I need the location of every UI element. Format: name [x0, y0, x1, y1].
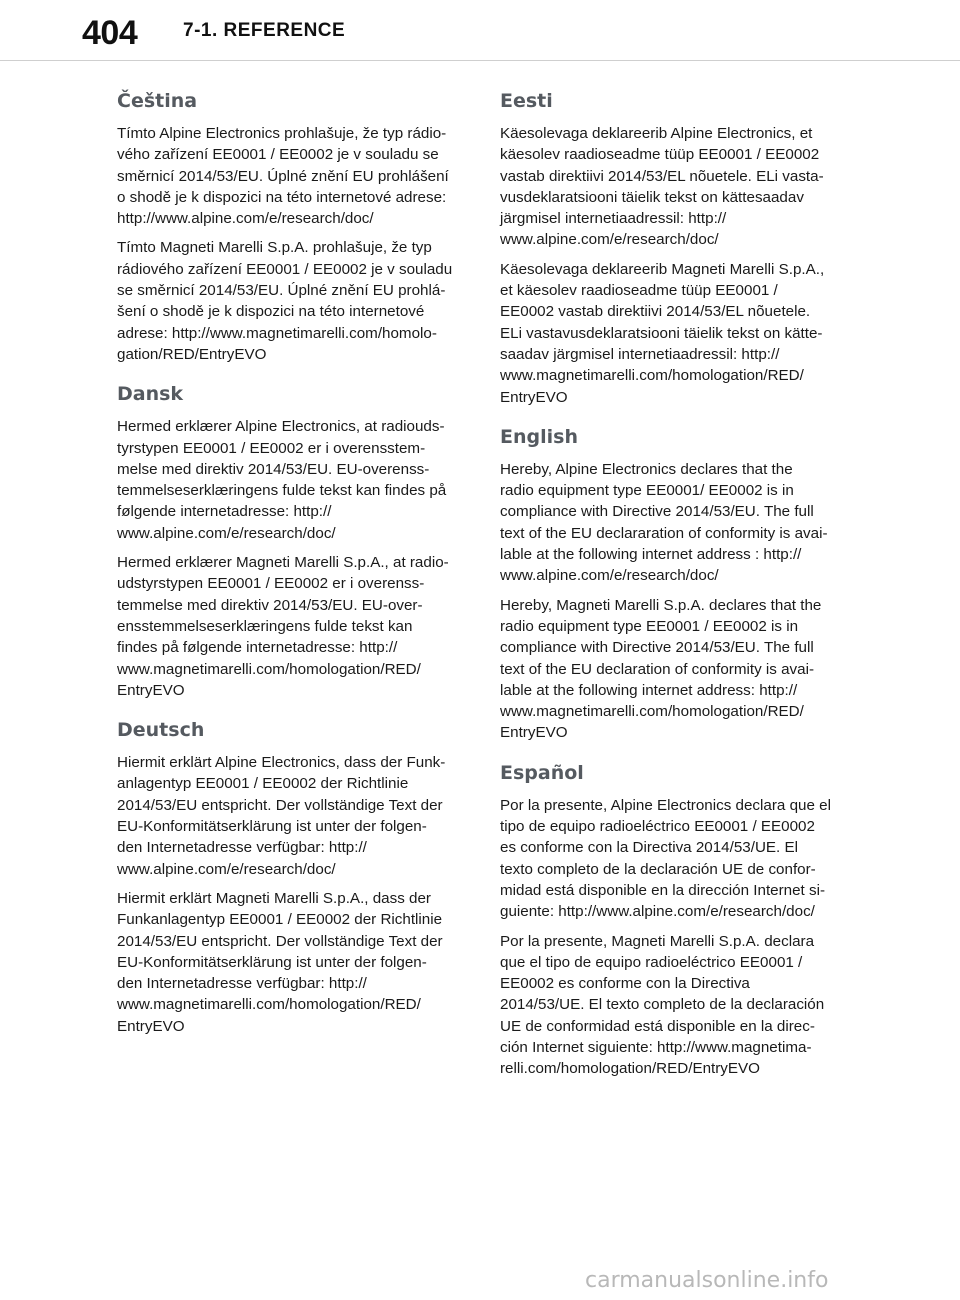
language-section-czech — [117, 88, 463, 365]
left-column — [117, 88, 463, 1053]
declaration-paragraph: Hermed erklærer Magneti Marelli S.p.A., at radio- udstyrstypen EE0001 / EE0002 er i overenss- temmelse med direktiv 2014/53/EU. EU-over- ensstemmelseserklæringens fulde tekst kan findes på følgende internetadresse: http:// www.magnetimarelli.com/homologation/RED/ EntryEVO — [117, 554, 449, 699]
language-section-estonian — [500, 88, 846, 408]
language-heading: Eesti — [500, 90, 553, 112]
language-section-spanish — [500, 760, 846, 1080]
declaration-paragraph: Por la presente, Alpine Electronics declara que el tipo de equipo radioeléctrico EE0001 / EE0002 es conforme con la Directiva 2014/53/UE. El texto completo de la declaración UE de confor- midad está disponible en la dirección Internet si- guiente: http://www.alpine.com/e/research/doc/ — [500, 796, 831, 921]
language-heading: Čeština — [117, 90, 198, 112]
language-heading: Dansk — [117, 383, 184, 406]
declaration-paragraph: Hereby, Magneti Marelli S.p.A. declares that the radio equipment type EE0001 / EE0002 is in compliance with Directive 2014/53/EU. The full text of the EU declaration of conformity is avai- lable at the following internet address: http:// www.magnetimarelli.com/homologation/RED/ EntryEVO — [500, 596, 822, 742]
language-heading: Deutsch — [117, 719, 205, 742]
right-column — [500, 88, 846, 1096]
watermark: carmanualsonline.info — [585, 1268, 829, 1293]
page-number: 404 — [82, 14, 138, 52]
language-heading: Español — [500, 761, 584, 784]
declaration-paragraph: Hiermit erklärt Alpine Electronics, dass der Funk- anlagentyp EE0001 / EE0002 der Richtlinie 2014/53/EU entspricht. Der vollständige Text der EU-Konformitätserklärung ist unter der folgen- den Internetadresse verfügbar: http:// www.alpine.com/e/research/doc/ — [117, 754, 446, 878]
declaration-paragraph: Tímto Alpine Electronics prohlašuje, že typ rádio- vého zařízení EE0001 / EE0002 je v souladu se směrnicí 2014/53/EU. Úplné znění EU prohlášení o shodě je k dispozici na této internetové adrese: http://www.alpine.com/e/research/doc/ — [117, 125, 449, 228]
declaration-paragraph: Por la presente, Magneti Marelli S.p.A. declara que el tipo de equipo radioeléctrico EE0001 / EE0002 es conforme con la Directiva 2014/53/UE. El texto completo de la declaración UE de conformidad está disponible en la direc- ción Internet siguiente: http://www.magnetima- relli.com/homologation/RED/EntryEVO — [500, 932, 825, 1078]
declaration-paragraph: Tímto Magneti Marelli S.p.A. prohlašuje, že typ rádiového zařízení EE0001 / EE0002 je v souladu se směrnicí 2014/53/EU. Úplné znění EU prohlá- šení o shodě je k dispozici na této internetové adrese: http://www.magnetimarelli.com/homolo- gation/RED/EntryEVO — [117, 239, 453, 363]
section-title: 7-1. REFERENCE — [183, 20, 346, 41]
declaration-paragraph: Käesolevaga deklareerib Alpine Electronics, et käesolev raadioseadme tüüp EE0001 / EE0002 vastab direktiivi 2014/53/EL nõuetele. ELi vasta- vusdeklaratsiooni täielik tekst on kättesaadav järgmisel internetiaadressil: http:// www.alpine.com/e/research/doc/ — [500, 125, 824, 249]
declaration-paragraph: Hermed erklærer Alpine Electronics, at radiouds- tyrstypen EE0001 / EE0002 er i overensstem- melse med direktiv 2014/53/EU. EU-overenss- temmelseserklæringens fulde tekst kan findes på følgende internetadresse: http:// www.alpine.com/e/research/doc/ — [117, 418, 447, 542]
declaration-paragraph: Hereby, Alpine Electronics declares that the radio equipment type EE0001/ EE0002 is in compliance with Directive 2014/53/EU. The full text of the EU declararation of conformity is avai- lable at the following internet address : http:// www.alpine.com/e/research/doc/ — [500, 460, 828, 585]
declaration-paragraph: Käesolevaga deklareerib Magneti Marelli S.p.A., et käesolev raadioseadme tüüp EE0001 / EE0002 vastab direktiivi 2014/53/EL nõuetele. ELi vastavusdeklaratsiooni täielik tekst on kätte- saadav järgmisel internetiaadressil: http:// www.magnetimarelli.com/homologation/RED/ EntryEVO — [500, 260, 825, 406]
language-section-german — [117, 717, 463, 1037]
language-heading: English — [500, 425, 578, 448]
page-header — [0, 0, 960, 61]
language-section-danish — [117, 381, 463, 701]
declaration-paragraph: Hiermit erklärt Magneti Marelli S.p.A., dass der Funkanlagentyp EE0001 / EE0002 der Richtlinie 2014/53/EU entspricht. Der vollständige Text der EU-Konformitätserklärung ist unter der folgen- den Internetadresse verfügbar: http:// www.magnetimarelli.com/homologation/RED/ EntryEVO — [117, 889, 443, 1035]
language-section-english — [500, 424, 846, 744]
